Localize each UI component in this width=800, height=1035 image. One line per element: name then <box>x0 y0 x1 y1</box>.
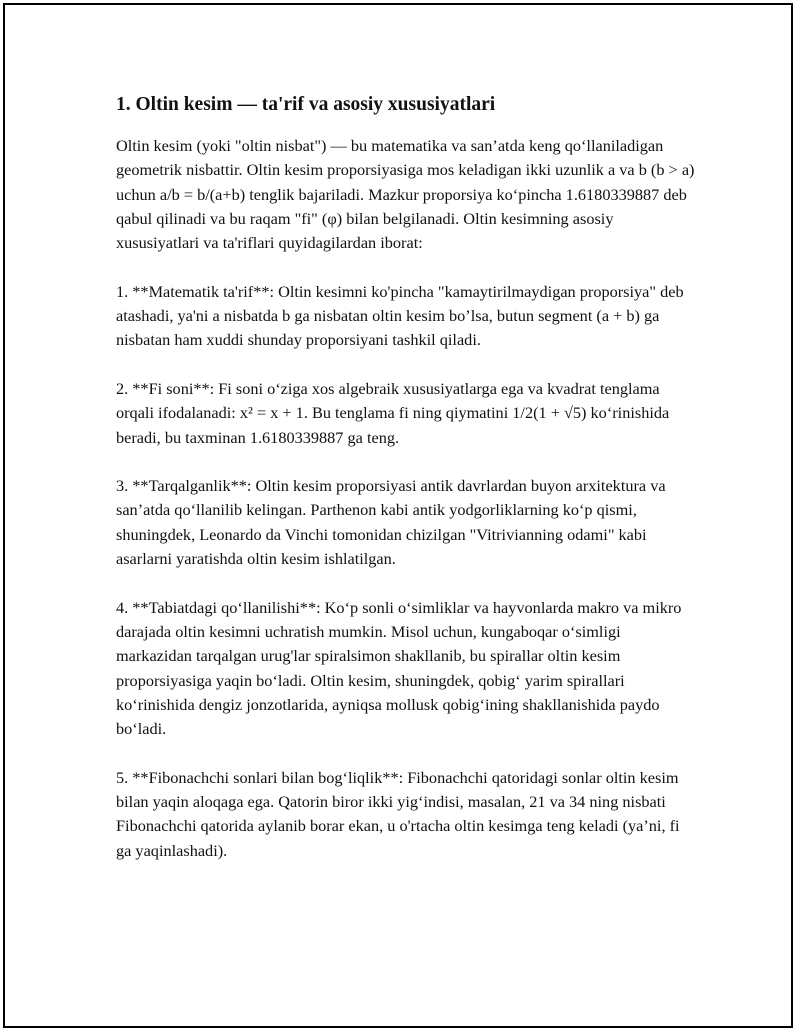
list-item-phi-number: 2. **Fi soni**: Fi soni o‘ziga xos algebraik xususiyatlarga ega va kvadrat tenglama orqali ifodalanadi: x² = x + 1. Bu tenglama fi ning qiymatini 1/2(1 + √5) ko‘rinishida beradi, bu taxminan 1.6180339887 ga teng. <box>116 378 670 447</box>
list-item-nature: 4. **Tabiatdagi qo‘llanilishi**: Ko‘p sonli o‘simliklar va hayvonlarda makro va mikro darajada oltin kesimni uchratish mumkin. Misol uchun, kungaboqar o‘simligi markazidan tarqalgan urug'lar spiralsimon shakllanib, bu spirallar oltin kesim proporsiyasiga yaqin bo‘ladi. Oltin kesim, shuningdek, qobig‘ yarim spirallari ko‘rinishida dengiz jonzotlarida, ayniqsa mollusk qobig‘ining shakllanishida paydo bo‘ladi. <box>116 597 682 739</box>
list-item-fibonacci: 5. **Fibonachchi sonlari bilan bog‘liqlik**: Fibonachchi qatoridagi sonlar oltin kesim bilan yaqin aloqaga ega. Qatorin biror ikki yig‘indisi, masalan, 21 va 34 ning nisbati Fibonachchi qatorida aylanib borar ekan, u o'rtacha oltin kesimga teng keladi (ya’ni, fi ga yaqinlashadi). <box>116 767 680 860</box>
document-title: 1. Oltin kesim — ta'rif va asosiy xususiyatlari <box>116 94 496 115</box>
intro-paragraph: Oltin kesim (yoki "oltin nisbat") — bu matematika va san’atda keng qo‘llaniladigan geometrik nisbattir. Oltin kesim proporsiyasiga mos keladigan ikki uzunlik a va b (b > a) uchun a/b = b/(a+b) tenglik bajariladi. Mazkur proporsiya ko‘pincha 1.6180339887 deb qabul qilinadi va bu raqam "fi" (φ) bilan belgilanadi. Oltin kesimning asosiy xususiyatlari va ta'riflari quyidagilardan iborat: <box>116 136 695 253</box>
document-body <box>116 92 696 887</box>
list-item-prevalence: 3. **Tarqalganlik**: Oltin kesim proporsiyasi antik davrlardan buyon arxitektura va san’atda qo‘llanilib kelingan. Parthenon kabi antik yodgorliklarning ko‘p qismi, shuningdek, Leonardo da Vinchi tomonidan chizilgan "Vitrivianning odami" kabi asarlarni yaratishda oltin kesim ishlatilgan. <box>116 476 666 569</box>
list-item-math-definition: 1. **Matematik ta'rif**: Oltin kesimni ko'pincha "kamaytirilmaydigan proporsiya" deb atashadi, ya'ni a nisbatda b ga nisbatan oltin kesim bo’lsa, butun segment (a + b) ga nisbatan ham xuddi shunday proporsiyani tashkil qiladi. <box>116 281 684 350</box>
